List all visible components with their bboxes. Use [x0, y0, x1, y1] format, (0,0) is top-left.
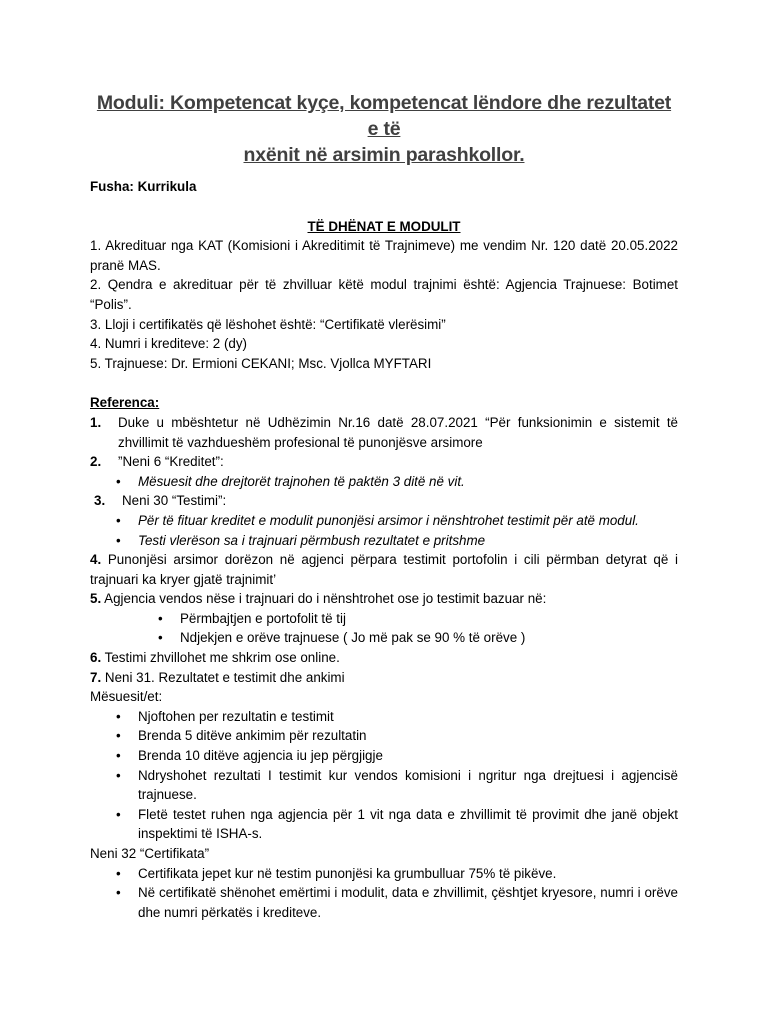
- item-7-bullets: [90, 707, 678, 844]
- item-text: Agjencia vendos nëse i trajnuari do i nënshtrohet ose jo testimit bazuar në:: [104, 591, 547, 607]
- reference-number: 2.: [90, 454, 102, 470]
- reference-number: 3.: [94, 493, 106, 509]
- list-item: • Testi vlerëson sa i trajnuari përmbush rezultatet e pritshme: [116, 531, 678, 551]
- list-item: • Brenda 5 ditëve ankimim për rezultatin: [116, 726, 678, 746]
- reference-text: Neni 30 “Testimi”:: [122, 493, 227, 509]
- section-heading: TË DHËNAT E MODULIT: [307, 218, 461, 234]
- item-number: 5.: [90, 591, 102, 607]
- document-page: [90, 90, 678, 922]
- reference-3-bullets: [90, 511, 678, 550]
- data-item-1: 1. Akredituar nga KAT (Komisioni i Akreditimit të Trajnimeve) me vendim Nr. 120 datë 20.05.2022 pranë MAS.: [90, 238, 678, 273]
- bullet-icon: •: [116, 865, 121, 881]
- spacer: [90, 373, 678, 393]
- list-item: • Brenda 10 ditëve agjencia iu jep përgjigje: [116, 746, 678, 766]
- list-item: • Njoftohen per rezultatin e testimit: [116, 707, 678, 727]
- bullet-icon: •: [158, 630, 163, 646]
- title-line-2: nxënit në arsimin parashkollor.: [243, 144, 525, 166]
- list-item: • Përmbajtjen e portofolit të tij: [158, 609, 678, 629]
- reference-2-bullets: [90, 472, 678, 492]
- list-item: • Certifikata jepet kur në testim punonjësi ka grumbulluar 75% të pikëve.: [116, 864, 678, 884]
- list-item: • Fletë testet ruhen nga agjencia për 1 vit nga data e zhvillimit të provimit dhe janë objekt inspektimi të ISHA-s.: [116, 805, 678, 844]
- reference-text: Duke u mbështetur në Udhëzimin Nr.16 datë 28.07.2021 “Për funksionimin e sistemit të zhvillimit të vazhdueshëm profesional të punonjësve arsimore: [118, 414, 678, 450]
- bullet-icon: •: [158, 610, 163, 626]
- neni-32-heading: Neni 32 “Certifikata”: [90, 846, 210, 861]
- bullet-icon: •: [116, 473, 121, 489]
- data-item-4: 4. Numri i krediteve: 2 (dy): [90, 336, 248, 352]
- bullet-icon: •: [116, 806, 121, 822]
- referenca-heading: Referenca:: [90, 395, 160, 411]
- item-number: 6.: [90, 650, 102, 666]
- item-5-bullets: [90, 609, 678, 648]
- reference-text: ”Neni 6 “Kreditet”:: [118, 454, 224, 470]
- list-item: • Ndjekjen e orëve trajnuese ( Jo më pak se 90 % të orëve ): [158, 628, 678, 648]
- data-item-3: 3. Lloji i certifikatës që lëshohet është: “Certifikatë vlerësimi”: [90, 316, 446, 332]
- bullet-icon: •: [116, 532, 121, 548]
- reference-item-3: [90, 491, 678, 511]
- item-number: 4.: [90, 552, 102, 568]
- item-6: [90, 648, 678, 668]
- list-item: • Ndryshohet rezultati I testimit kur vendos komisioni i ngritur nga drejtuesi i agjencisë trajnuese.: [116, 766, 678, 805]
- item-7: [90, 668, 678, 688]
- bullet-icon: •: [116, 748, 121, 764]
- reference-item-2: [90, 452, 678, 472]
- bullet-icon: •: [116, 728, 121, 744]
- list-item: • Për të fituar kreditet e modulit punonjësi arsimor i nënshtrohet testimit për atë modul.: [116, 511, 678, 531]
- mesuesit-label: Mësuesit/et:: [90, 689, 163, 705]
- item-number: 7.: [90, 669, 102, 685]
- document-title: [90, 90, 678, 168]
- reference-number: 1.: [90, 414, 102, 430]
- item-5: [90, 589, 678, 609]
- item-text: Testimi zhvillohet me shkrim ose online.: [104, 650, 340, 666]
- fusha-label: Fusha: Kurrikula: [90, 179, 197, 194]
- item-text: Neni 31. Rezultatet e testimit dhe ankimi: [104, 669, 345, 685]
- spacer: [90, 197, 678, 217]
- item-4: [90, 550, 678, 589]
- neni-32-bullets: [90, 864, 678, 923]
- list-item: • Në certifikatë shënohet emërtimi i modulit, data e zhvillimit, çështjet kryesore, numri i orëve dhe numri përkatës i krediteve.: [116, 883, 678, 922]
- bullet-icon: •: [116, 708, 121, 724]
- bullet-icon: •: [116, 512, 121, 528]
- bullet-icon: •: [116, 767, 121, 783]
- data-item-2: 2. Qendra e akredituar për të zhvilluar këtë modul trajnimi është: Agjencia Trajnuese: Botimet “Polis”.: [90, 277, 678, 312]
- item-text: Punonjësi arsimor dorëzon në agjenci përpara testimit portofolin i cili përmban detyrat që i trajnuari ka kryer gjatë trajnimit’: [90, 552, 678, 587]
- reference-item-1: [90, 413, 678, 452]
- title-line-1: Moduli: Kompetencat kyçe, kompetencat lëndore dhe rezultatet e të: [96, 92, 672, 140]
- data-item-5: 5. Trajnuese: Dr. Ermioni CEKANI; Msc. Vjollca MYFTARI: [90, 355, 432, 371]
- list-item: • Mësuesit dhe drejtorët trajnohen të paktën 3 ditë në vit.: [116, 472, 678, 492]
- bullet-icon: •: [116, 885, 121, 901]
